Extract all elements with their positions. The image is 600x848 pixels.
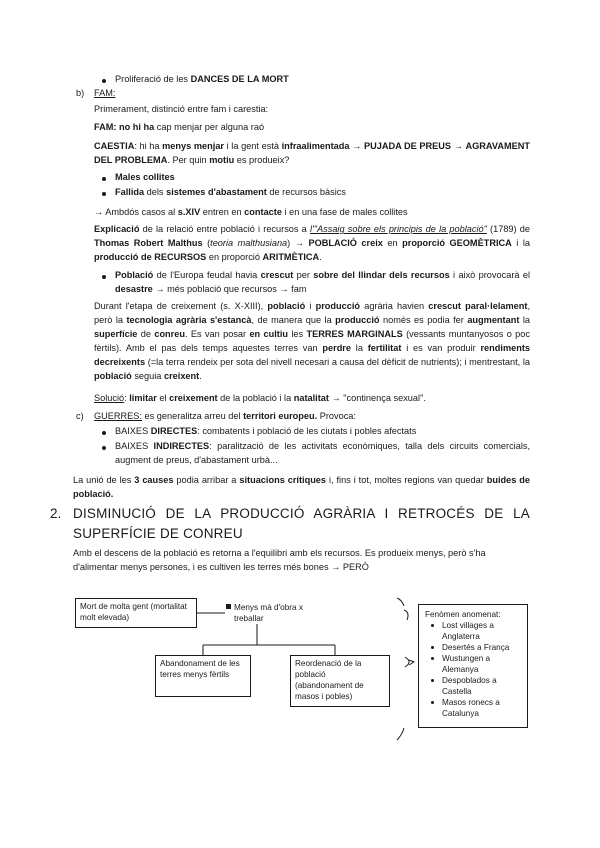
box-reordenacio: Reordenació de la població (abandonament de masos i pobles) xyxy=(290,655,390,707)
arrow-stroke xyxy=(404,610,408,620)
para-fam: FAM: no hi ha cap menjar per alguna raó xyxy=(94,122,265,132)
arrow-icon xyxy=(405,657,414,667)
bullet-dances-mort: Proliferació de les DANCES DE LA MORT xyxy=(115,74,289,84)
para-solucio: Solució: limitar el creixement de la població i la natalitat → "continença sexual". xyxy=(94,393,426,403)
section-2-intro: Amb el descens de la població es retorna a l'equilibri amb els recursos. Es produeix menys, però s'ha d'alimentar menys persones, i es cultiven les terres més bones → PERÒ xyxy=(73,548,486,572)
list-item: Desertés a França xyxy=(442,642,521,653)
cause-males-collites: Males collites xyxy=(115,172,175,182)
bullet-dot xyxy=(431,701,434,704)
bullet-dot xyxy=(431,646,434,649)
para-durant: Durant l'etapa de creixement (s. X-XIII), població i producció agrària havien crescut paral·lelament, però la tecnologia agrària s'estancà, de manera que la producció només es podia fer augmentant la superfície de conreu. Es van posar en cultiu les TERRES MARGINALS (vessants muntanyosos o poc fèrtils). Amb el pas dels temps aquestes terres van perdre la fertilitat i es van produir rendiments decreixents (=la terra rendeix per sota del nivell necesari a causa del dèficit de nutrients); i mentrestant, la població seguia creixent. xyxy=(94,301,531,381)
text-menys-ma-obra: Menys mà d'obra x treballar xyxy=(234,603,303,623)
fenomen-title: Fenòmen anomenat: xyxy=(425,610,501,619)
list-item: Masos ronecs a Catalunya xyxy=(442,697,521,719)
section-2-title: DISMINUCIÓ DE LA PRODUCCIÓ AGRÀRIA I RETROCÉS DE LA SUPERFÍCIE DE CONREU xyxy=(73,506,530,541)
para-primerament: Primerament, distinció entre fam i carestia: xyxy=(94,104,269,114)
para-unio-causes: La unió de les 3 causes podia arribar a situacions crítiques i, fins i tot, moltes regions van quedar buides de població. xyxy=(73,475,530,499)
bullet-dot xyxy=(431,679,434,682)
bullet-dot xyxy=(431,657,434,660)
list-item: Wustungen a Alemanya xyxy=(442,653,521,675)
fenomen-list xyxy=(425,620,521,719)
bullet-dot xyxy=(431,624,434,627)
box-abandonament: Abandonament de les terres menys fèrtils xyxy=(155,655,251,697)
para-explicacio: Explicació de la relació entre població i recursos a l'"Assaig sobre els principis de la població" (1789) de Thomas Robert Malthus (teoria malthusiana) → POBLACIÓ creix en proporció GEOMÈTRICA i la producció de RECURSOS en proporció ARITMÈTICA. xyxy=(94,224,530,262)
section-c-heading: GUERRES: es generalitza arreu del territori europeu. Provoca: xyxy=(94,411,356,421)
box-fenomen xyxy=(418,604,528,728)
arrow-stroke xyxy=(397,598,404,606)
baixes-directes: BAIXES DIRECTES: combatents i població de les ciutats i pobles afectats xyxy=(115,426,417,436)
baixes-indirectes: BAIXES INDIRECTES: paralització de les activitats econòmiques, talla dels circuits comercials, augment de preus, d'abastament urbà... xyxy=(115,441,531,465)
para-poblacio-feudal: Població de l'Europa feudal havia crescut per sobre del llindar dels recursos i això provocarà el desastre → més població que recursos → fam xyxy=(115,270,530,294)
section-c-marker: c) xyxy=(76,411,84,421)
para-ambdos: → Ambdós casos al s.XIV entren en contacte i en una fase de males collites xyxy=(94,207,408,217)
para-caestia: CAESTIA: hi ha menys menjar i la gent està infraalimentada → PUJADA DE PREUS → AGRAVAMENT DEL PROBLEMA. Per quin motiu es produeix? xyxy=(94,141,530,165)
section-b-marker: b) xyxy=(76,88,85,98)
bullet-marker xyxy=(226,604,231,609)
list-item: Despoblados a Castella xyxy=(442,675,521,697)
section-2-number: 2. xyxy=(50,506,62,521)
arrow-stroke xyxy=(397,728,404,740)
cause-fallida: Fallida dels sistemes d'abastament de recursos bàsics xyxy=(115,187,346,197)
box-mort-molta-gent: Mort de molta gent (mortalitat molt elevada) xyxy=(75,598,197,628)
list-item: Lost villages a Anglaterra xyxy=(442,620,521,642)
section-b-title: FAM: xyxy=(94,88,116,98)
